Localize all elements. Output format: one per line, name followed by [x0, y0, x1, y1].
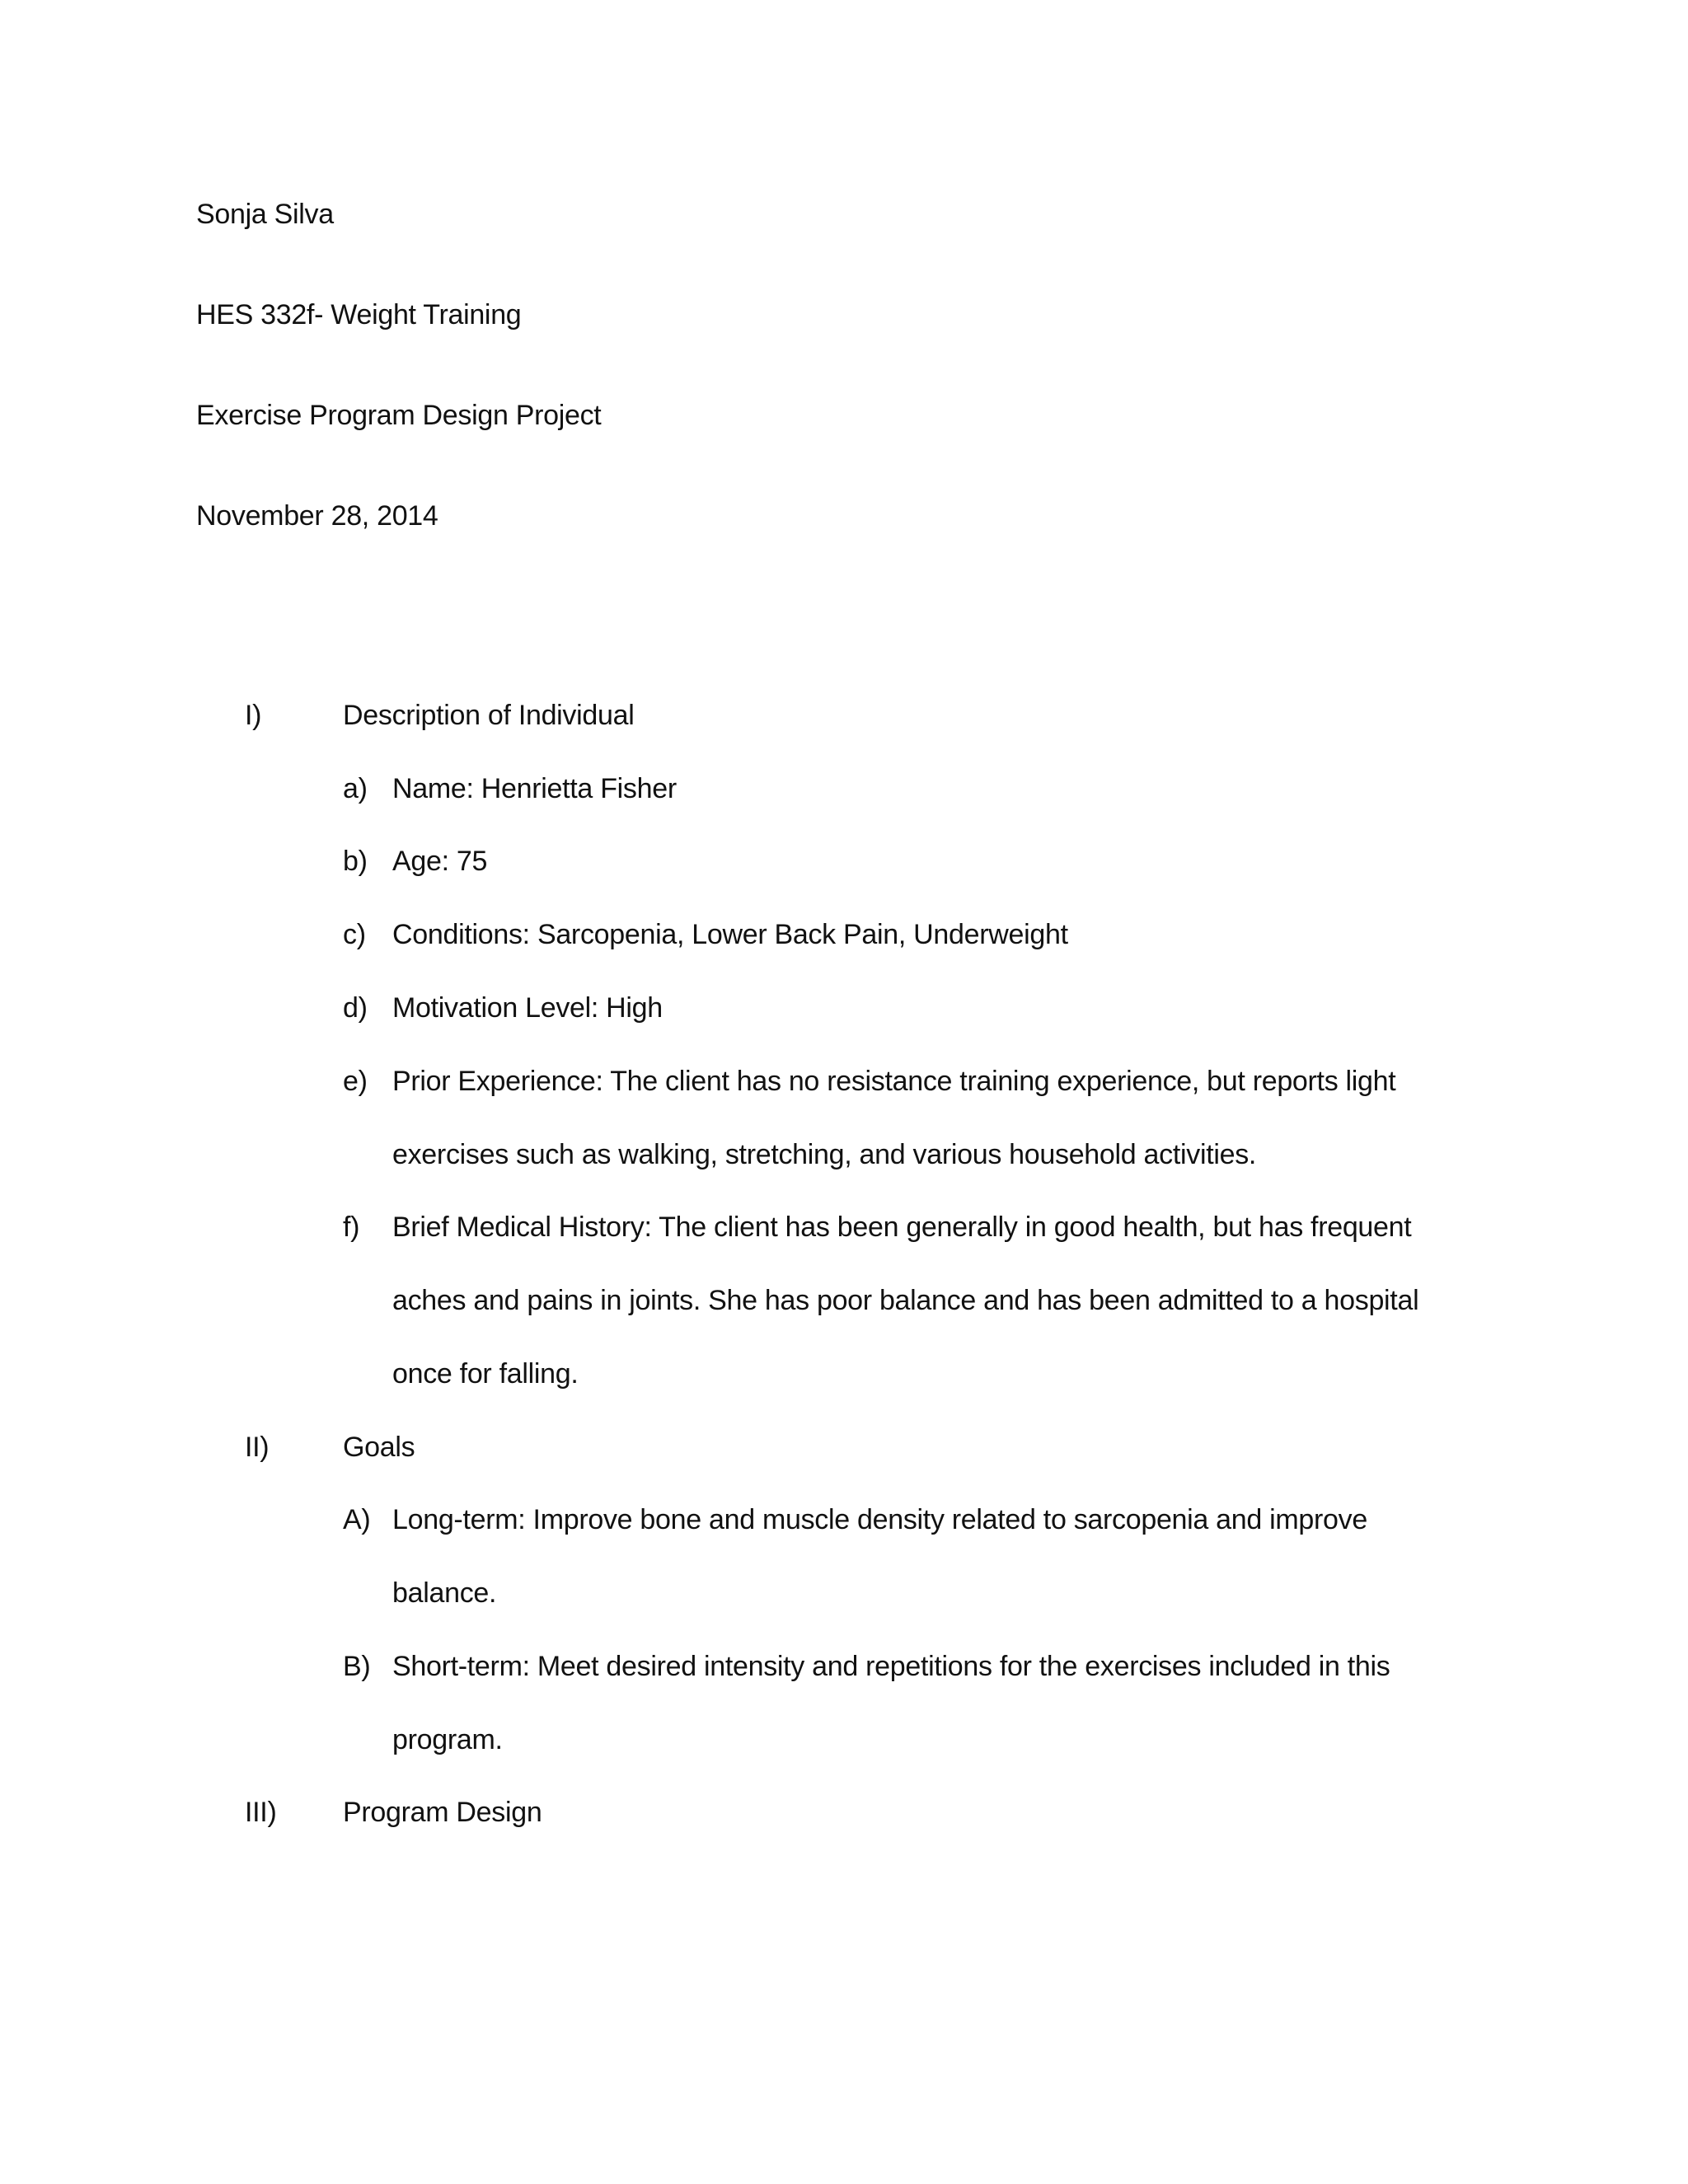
item-text: Age: 75 — [392, 846, 488, 877]
item-letter: a) — [343, 773, 368, 804]
project-title: Exercise Program Design Project — [196, 400, 602, 431]
item-text-continuation: aches and pains in joints. She has poor balance and has been admitted to a hospital — [392, 1285, 1419, 1316]
item-letter: f) — [343, 1212, 360, 1243]
item-text: Short-term: Meet desired intensity and repetitions for the exercises included in this — [392, 1651, 1390, 1682]
section-numeral: II) — [245, 1432, 270, 1463]
section-title: Description of Individual — [343, 700, 635, 731]
item-text: Conditions: Sarcopenia, Lower Back Pain, Underweight — [392, 919, 1068, 950]
item-letter: e) — [343, 1066, 368, 1097]
item-text-continuation: program. — [392, 1724, 503, 1755]
section-numeral: III) — [245, 1797, 277, 1828]
item-text-continuation: once for falling. — [392, 1358, 579, 1390]
section-numeral: I) — [245, 700, 262, 731]
item-text: Long-term: Improve bone and muscle density related to sarcopenia and improve — [392, 1504, 1367, 1535]
item-text-continuation: balance. — [392, 1577, 497, 1609]
item-text-continuation: exercises such as walking, stretching, and various household activities. — [392, 1139, 1257, 1170]
item-text: Brief Medical History: The client has been generally in good health, but has frequent — [392, 1212, 1412, 1243]
course-title: HES 332f- Weight Training — [196, 299, 522, 330]
section-title: Goals — [343, 1432, 415, 1463]
item-letter: d) — [343, 992, 368, 1024]
item-letter: c) — [343, 919, 366, 950]
item-letter: B) — [343, 1651, 371, 1682]
item-letter: A) — [343, 1504, 371, 1535]
item-text: Motivation Level: High — [392, 992, 663, 1024]
item-text: Name: Henrietta Fisher — [392, 773, 677, 804]
item-text: Prior Experience: The client has no resistance training experience, but reports light — [392, 1066, 1396, 1097]
author-name: Sonja Silva — [196, 199, 334, 230]
section-title: Program Design — [343, 1797, 542, 1828]
document-date: November 28, 2014 — [196, 500, 438, 532]
item-letter: b) — [343, 846, 368, 877]
